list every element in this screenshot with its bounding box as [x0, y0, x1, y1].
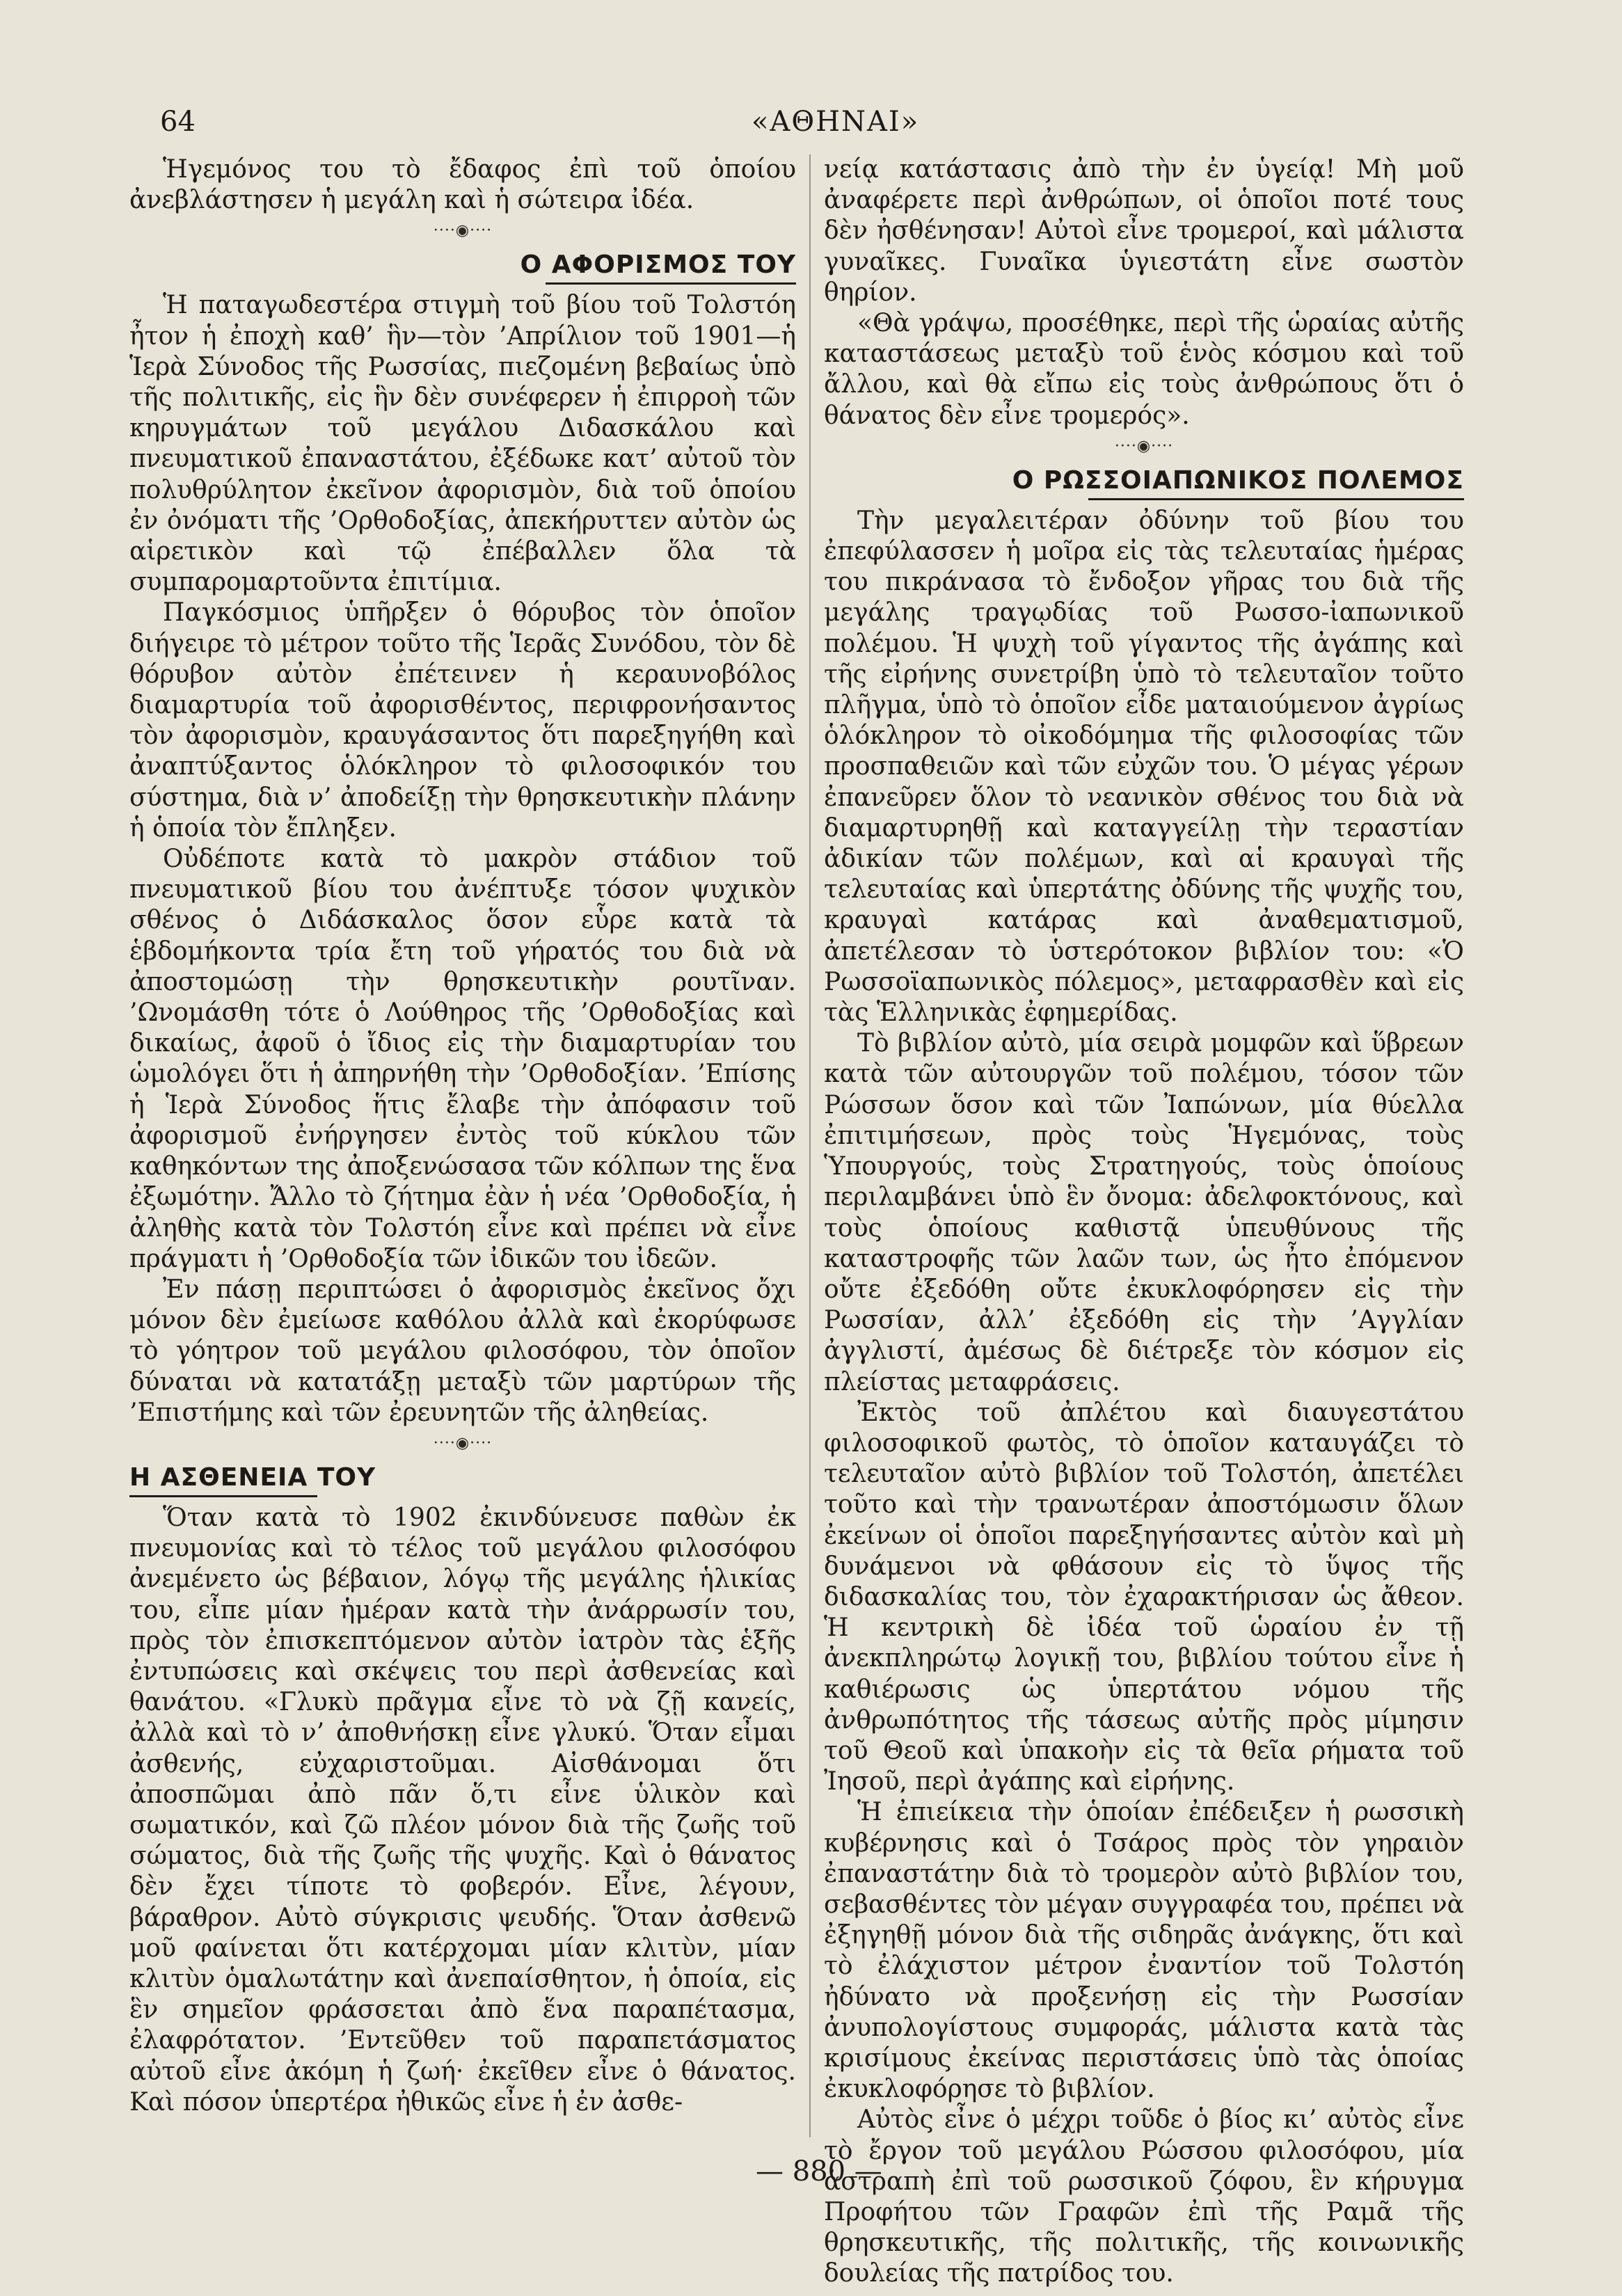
- heading-illness: Η ΑΣΘΕΝΕΙΑ ΤΟΥ: [129, 1462, 376, 1492]
- section-heading-block: [129, 248, 796, 285]
- left-column: [129, 154, 796, 2118]
- ornament-divider: ····◉····: [433, 1434, 493, 1452]
- heading-russo-japanese-war: Ο ΡΩΣΣΟΙΑΠΩΝΙΚΟΣ ΠΟΛΕΜΟΣ: [1012, 465, 1464, 495]
- paragraph: Αὐτὸς εἶνε ὁ μέχρι τοῦδε ὁ βίος κι’ αὐτὸς εἶνε τὸ ἔργον τοῦ μεγάλου Ρώσσου φιλοσόφου, μία ἀστραπὴ ἐπὶ τοῦ ρωσσικοῦ ζόφου, ἓν κήρυγμα Προφήτου τῶν Γραφῶν ἐπὶ τῆς Ραμᾶ τῆς θρησκευτικῆς, τῆς πολιτικῆς, τῆς κοινωνικῆς δουλείας τῆς πατρίδος του.: [824, 2105, 1464, 2288]
- heading-rule: [546, 282, 796, 285]
- heading-rule: [1088, 498, 1464, 500]
- right-column: [824, 154, 1464, 2290]
- ornament-divider: ····◉····: [433, 222, 493, 240]
- paragraph: Ἐκτὸς τοῦ ἀπλέτου καὶ διαυγεστάτου φιλοσοφικοῦ φωτὸς, τὸ ὁποῖον καταυγάζει τὸ τελευταῖον αὐτὸ βιβλίον τοῦ Τολστόη, ἀπετέλει τοῦτο καὶ τὴν τρανωτέραν ἀποστόμωσιν ὅλων ἐκείνων οἱ ὁποῖοι παρεξηγήσαντες αὐτὸν καὶ μὴ δυνάμενοι νὰ φθάσουν εἰς τὸ ὕψος τῆς διδασκαλίας του, τὸν ἐχαρακτήρισαν ὡς ἄθεον. Ἡ κεντρικὴ δὲ ἰδέα τοῦ ὡραίου ἐν τῇ ἀνεκπληρώτῳ λογικῇ του, βιβλίου τούτου εἶνε ἡ καθιέρωσις ὡς ὑπερτάτου νόμου τῆς ἀνθρωπότητος τῆς τάσεως αὐτῆς πρὸς μίμησιν τοῦ Θεοῦ καὶ ὑπακοὴν εἰς τὰ θεῖα ρήματα τοῦ Ἰησοῦ, περὶ ἀγάπης καὶ εἰρήνης.: [824, 1398, 1464, 1796]
- paragraph: Ἡ ἐπιείκεια τὴν ὁποίαν ἐπέδειξεν ἡ ρωσσικὴ κυβέρνησις καὶ ὁ Τσάρος πρὸς τὸν γηραιὸν ἐπαναστάτην διὰ τὸ τρομερὸν αὐτὸ βιβλίον του, σεβασθέντες τὸν μέγαν συγγραφέα του, πρέπει νὰ ἐξηγηθῇ μόνον διὰ τῆς σιδηρᾶς ἀνάγκης, ὅτι καὶ τὸ ἐλάχιστον μέτρον ἐναντίον τοῦ Τολστόη ἠδύνατο νὰ προξενήσῃ εἰς τὴν Ρωσσίαν ἀνυπολογίστους συμφοράς, μάλιστα κατὰ τὰς κρισίμους ἐκείνας περιστάσεις ὑπὸ τὰς ὁποίας ἐκυκλοφόρησε τὸ βιβλίον.: [824, 1798, 1464, 2104]
- ornament-divider: ····◉····: [1114, 437, 1174, 455]
- page-number: 64: [160, 106, 196, 138]
- heading-rule: [129, 1495, 317, 1497]
- paragraph: Οὐδέποτε κατὰ τὸ μακρὸν στάδιον τοῦ πνευματικοῦ βίου του ἀνέπτυξε τόσον ψυχικὸν σθένος ὁ Διδάσκαλος ὅσον εὗρε κατὰ τὰ ἑβδομήκοντα τρία ἔτη τοῦ γήρατός του διὰ νὰ ἀποστομώσῃ τὴν θρησκευτικὴν ρουτῖναν. ’Ωνομάσθη τότε ὁ Λούθηρος τῆς ’Ορθοδοξίας καὶ δικαίως, ἀφοῦ ὁ ἴδιος εἰς τὴν διαμαρτυρίαν του ὡμολόγει ὅτι ἡ ἀπηρνήθη τὴν ’Ορθοδοξίαν. ’Επίσης ἡ Ἱερὰ Σύνοδος ἥτις ἔλαβε τὴν ἀπόφασιν τοῦ ἀφορισμοῦ ἐνήργησεν ἐντὸς τοῦ κύκλου τῶν καθηκόντων της ἀποξενώσασα τῶν κόλπων της ἕνα ἐξωμότην. Ἄλλο τὸ ζήτημα ἐὰν ἡ νέα ’Ορθοδοξία, ἡ ἀληθὴς κατὰ τὸν Τολστόη εἶνε καὶ πρέπει νὰ εἶνε πράγματι ἡ ’Ορθοδοξία τῶν ἰδικῶν του ἰδεῶν.: [129, 845, 796, 1273]
- section-heading-block: [129, 1460, 796, 1497]
- intro-paragraph: Ἡγεμόνος του τὸ ἔδαφος ἐπὶ τοῦ ὁποίου ἀνεβλάστησεν ἡ μεγάλη καὶ ἡ σώτειρα ἰδέα.: [129, 155, 796, 215]
- footer-page-mark: — 880 —: [756, 2155, 882, 2187]
- paragraph: Ἐν πάσῃ περιπτώσει ὁ ἀφορισμὸς ἐκεῖνος ὄχι μόνον δὲν ἐμείωσε καθόλου ἀλλὰ καὶ ἐκορύφωσε τὸ γόητρον τοῦ μεγάλου φιλοσόφου, τὸν ὁποῖον δύναται νὰ κατατάξῃ μεταξὺ τῶν μαρτύρων τῆς ’Επιστήμης καὶ τῶν ἐρευνητῶν τῆς ἀληθείας.: [129, 1275, 796, 1427]
- running-head: [0, 106, 1622, 148]
- paragraph: Ὅταν κατὰ τὸ 1902 ἐκινδύνευσε παθὼν ἐκ πνευμονίας καὶ τὸ τέλος τοῦ μεγάλου φιλοσόφου ἀνεμένετο ὡς βέβαιον, λόγῳ τῆς μεγάλης ἡλικίας του, εἶπε μίαν ἡμέραν κατὰ τὴν ἀνάρρωσίν του, πρὸς τὸν ἐπισκεπτόμενον αὐτὸν ἰατρὸν τὰς ἑξῆς ἐντυπώσεις καὶ σκέψεις του περὶ ἀσθενείας καὶ θανάτου. «Γλυκὺ πρᾶγμα εἶνε τὸ νὰ ζῇ κανείς, ἀλλὰ καὶ τὸ ν’ ἀποθνήσκῃ εἶνε γλυκύ. Ὅταν εἶμαι ἀσθενής, εὐχαριστοῦμαι. Αἰσθάνομαι ὅτι ἀποσπῶμαι ἀπὸ πᾶν ὅ,τι εἶνε ὑλικὸν καὶ σωματικόν, καὶ ζῶ πλέον μόνον διὰ τῆς ζωῆς τοῦ σώματος, διὰ τῆς ζωῆς τῆς ψυχῆς. Καὶ ὁ θάνατος δὲν ἔχει τίποτε τὸ φοβερόν. Εἶνε, λέγουν, βάραθρον. Αὐτὸ σύγκρισις ψευδής. Ὅταν ἀσθενῶ μοῦ φαίνεται ὅτι κατέρχομαι μίαν κλιτὺν, μίαν κλιτὺν ὁμαλωτάτην καὶ ἀνεπαίσθητον, ἡ ὁποία, εἰς ἓν σημεῖον φράσσεται ἀπὸ ἕνα παραπέτασμα, ἐλαφρότατον. ’Εντεῦθεν τοῦ παραπετάσματος αὐτοῦ εἶνε ἀκόμη ἡ ζωή· ἐκεῖθεν εἶνε ὁ θάνατος. Καὶ πόσον ὑπερτέρα ἠθικῶς εἶνε ἡ ἐν ἀσθε-: [129, 1503, 796, 2116]
- heading-excommunication: Ο ΑΦΟΡΙΣΜΟΣ ΤΟΥ: [520, 250, 796, 280]
- paragraph: Παγκόσμιος ὑπῆρξεν ὁ θόρυβος τὸν ὁποῖον διήγειρε τὸ μέτρον τοῦτο τῆς Ἱερᾶς Συνόδου, τὸν δὲ θόρυβον αὐτὸν ἐπέτεινεν ἡ κεραυνοβόλος διαμαρτυρία τοῦ ἀφορισθέντος, περιφρονήσαντος τὸν ἀφορισμὸν, κραυγάσαντος ὅτι παρεξηγήθη καὶ ἀναπτύξαντος ὁλόκληρον τὸ φιλοσοφικόν του σύστημα, διὰ ν’ ἀποδείξῃ τὴν θρησκευτικὴν πλάνην ἡ ὁποία τὸν ἔπληξεν.: [129, 598, 796, 843]
- journal-title: «ΑΘΗΝΑΙ»: [752, 106, 920, 138]
- continuation-paragraph: νείᾳ κατάστασις ἀπὸ τὴν ἐν ὑγείᾳ! Μὴ μοῦ ἀναφέρετε περὶ ἀνθρώπων, οἱ ὁποῖοι ποτέ τους δὲν ἠσθένησαν! Αὐτοὶ εἶνε τρομεροί, καὶ μάλιστα γυναῖκες. Γυναῖκα ὑγιεστάτη εἶνε σωστὸν θηρίον.: [824, 155, 1464, 307]
- quote-paragraph: «Θὰ γράψω, προσέθηκε, περὶ τῆς ὡραίας αὐτῆς καταστάσεως μεταξὺ τοῦ ἑνὸς κόσμου καὶ τοῦ ἄλλου, καὶ θὰ εἴπω εἰς τοὺς ἀνθρώπους ὅτι ὁ θάνατος δὲν εἶνε τρομερός».: [824, 309, 1464, 430]
- paragraph: Τὸ βιβλίον αὐτὸ, μία σειρὰ μομφῶν καὶ ὕβρεων κατὰ τῶν αὐτουργῶν τοῦ πολέμου, τόσον τῶν Ρώσσων ὅσον καὶ τῶν Ἰαπώνων, μία θύελλα ἐπιτιμήσεων, πρὸς τοὺς Ἡγεμόνας, τοὺς Ὑπουργούς, τοὺς Στρατηγούς, τοὺς ὁποίους περιλαμβάνει ὑπὸ ἓν ὄνομα: ἀδελφοκτόνους, καὶ τοὺς ὁποίους καθιστᾷ ὑπευθύνους τῆς καταστροφῆς τῶν λαῶν των, ὡς ἦτο ἐπόμενον οὔτε ἐξεδόθη οὔτε ἐκυκλοφόρησεν εἰς τὴν Ρωσσίαν, ἀλλ’ ἐξεδόθη εἰς τὴν ’Αγγλίαν ἀγγλιστί, ἀμέσως δὲ διέτρεξε τὸν κόσμον εἰς πλείστας μεταφράσεις.: [824, 1029, 1464, 1396]
- column-divider: [809, 154, 811, 2137]
- paragraph: Ἡ παταγωδεστέρα στιγμὴ τοῦ βίου τοῦ Τολστόη ἦτον ἡ ἐποχὴ καθ’ ἣν—τὸν ’Απρίλιον τοῦ 1901—ἡ Ἱερὰ Σύνοδος τῆς Ρωσσίας, πιεζομένη βεβαίως ὑπὸ τῆς πολιτικῆς, εἰς ἣν δὲν συνέφερεν ἡ ἐπιρροὴ τῶν κηρυγμάτων τοῦ μεγάλου Διδασκάλου καὶ πνευματικοῦ ἐπαναστάτου, ἐξέδωκε κατ’ αὐτοῦ τὸν πολυθρύλητον ἐκεῖνον ἀφορισμὸν, διὰ τοῦ ὁποίου ἐν ὀνόματι τῆς ’Ορθοδοξίας, ἀπεκήρυττεν αὐτὸν ὡς αἱρετικὸν καὶ τῷ ἐπέβαλλεν ὅλα τὰ συμπαρομαρτοῦντα ἐπιτίμια.: [129, 291, 796, 597]
- section-heading-block: [824, 463, 1464, 500]
- paragraph: Τὴν μεγαλειτέραν ὀδύνην τοῦ βίου του ἐπεφύλασσεν ἡ μοῖρα εἰς τὰς τελευταίας ἡμέρας του πικράνασα τὸ ἔνδοξον γῆρας του διὰ τῆς μεγάλης τραγῳδίας τοῦ Ρωσσο-ἰαπωνικοῦ πολέμου. Ἡ ψυχὴ τοῦ γίγαντος τῆς ἀγάπης καὶ τῆς εἰρήνης συνετρίβη ὑπὸ τὸ τελευταῖον τοῦτο πλῆγμα, ὑπὸ τὸ ὁποῖον εἶδε ματαιούμενον ἀγρίως ὁλόκληρον τὸ οἰκοδόμημα τῆς φιλοσοφίας τῶν προσπαθειῶν καὶ τῶν εὐχῶν του. Ὁ μέγας γέρων ἐπανεῦρεν ὅλον τὸ νεανικὸν σθένος του διὰ νὰ διαμαρτυρηθῇ καὶ καταγγείλῃ τὴν τεραστίαν ἀδικίαν τῶν πολέμων, καὶ αἱ κραυγαὶ τῆς τελευταίας καὶ ὑπερτάτης ὀδύνης τῆς ψυχῆς του, κραυγαὶ κατάρας καὶ ἀναθεματισμοῦ, ἀπετέλεσαν τὸ ὑστερότοκον βιβλίον του: «Ὁ Ρωσσοϊαπωνικὸς πόλεμος», μεταφρασθὲν καὶ εἰς τὰς Ἑλληνικὰς ἐφημερίδας.: [824, 506, 1464, 1028]
